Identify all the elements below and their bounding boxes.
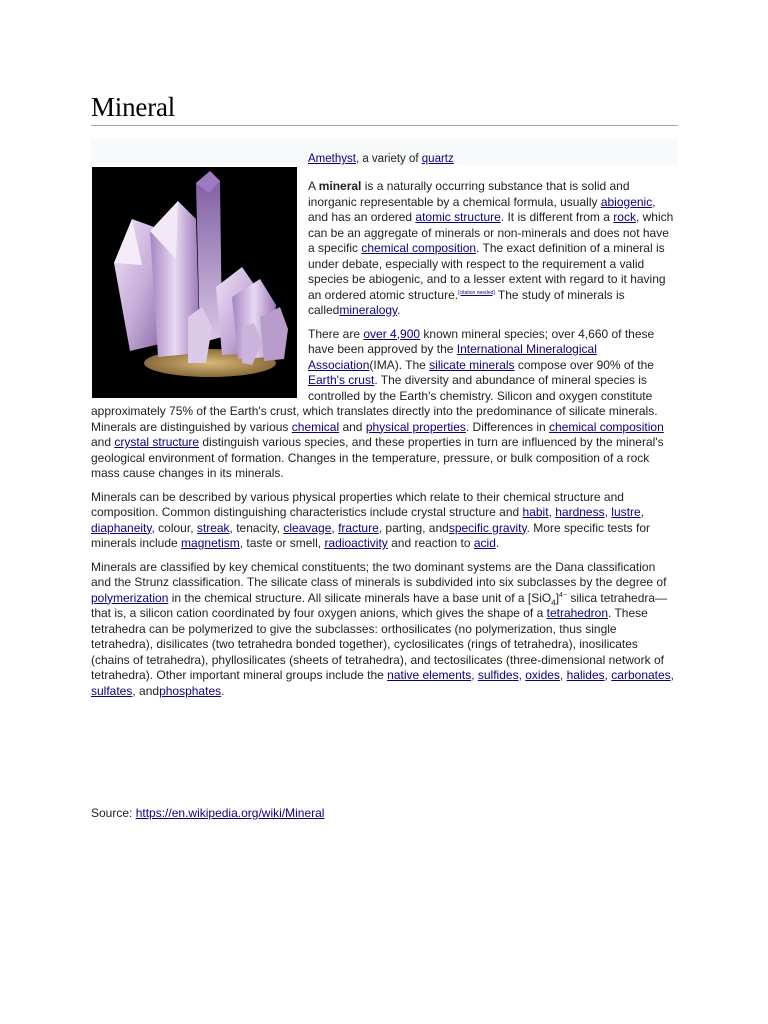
citation-needed-link[interactable]: [citation needed] (458, 289, 495, 296)
lustre-link[interactable]: lustre (611, 505, 641, 519)
polymerization-link[interactable]: polymerization (91, 590, 169, 605)
cleavage-link[interactable]: cleavage (283, 520, 332, 535)
fracture-link[interactable]: fracture (338, 520, 379, 535)
abiogenic-link[interactable]: abiogenic (600, 194, 653, 209)
source-label: Source: (91, 806, 136, 820)
amethyst-link[interactable]: Amethyst (308, 153, 356, 165)
hardness-link[interactable]: hardness (555, 505, 605, 519)
source-url-link[interactable]: https://en.wikipedia.org/wiki/Mineral (135, 806, 325, 820)
image-float-spacer (91, 179, 308, 404)
paragraph-classification: Minerals are classified by key chemical constituents; the two dominant systems are the Dana classification and the Strunz classification. The silicate class of minerals is subdivided into six subclasses by the degree of polymerization in the chemical structure. All silicate minerals have a base unit of a $[SiO_4]^{4-}$ silica tetrahedra—that is, a silicon cation coordinated by four oxygen anions, which gives the shape of a tetrahedron. These tetrahedra can be polymerized to give the subclasses: orthosilicates (no polymerization, thus single tetrahedra), disilicates (two tetrahedra bonded together), cyclosilicates (rings of tetrahedra), inosilicates (chains of tetrahedra), phyllosilicates (sheets of tetrahedra), and tectosilicates (three-dimensional network of tetrahedra). Other important mineral groups include the native elements, sulfides, oxides, halides, carbonates, sulfates, andphosphates. (91, 559, 675, 698)
image-caption: Amethyst, a variety of quartz (308, 153, 454, 165)
streak-link[interactable]: streak (196, 520, 230, 535)
specific-gravity-link[interactable]: specific gravity (448, 520, 527, 535)
physical-properties-link[interactable]: physical properties (365, 419, 466, 434)
silicate-minerals-link[interactable]: silicate minerals (429, 357, 515, 372)
mineralogy-link[interactable]: mineralogy (339, 303, 398, 317)
phosphates-link[interactable]: phosphates (159, 683, 222, 698)
earths-crust-link[interactable]: Earth's crust (308, 373, 375, 387)
over-4900-link[interactable]: over 4,900 (363, 326, 421, 341)
bold-term-mineral: mineral (318, 179, 362, 193)
sulfates-link[interactable]: sulfates (91, 683, 133, 698)
ima-link[interactable]: International Mineralogical Association (308, 342, 597, 372)
diaphaneity-link[interactable]: diaphaneity (91, 520, 152, 535)
oxides-link[interactable]: oxides (525, 668, 560, 682)
radioactivity-link[interactable]: radioactivity (324, 536, 388, 550)
source-line (91, 806, 324, 821)
page-title: Mineral (91, 92, 176, 122)
quartz-link[interactable]: quartz (421, 153, 454, 165)
paragraph-intro: A mineral is a naturally occurring substance that is solid and inorganic representable by a chemical formula, usually abiogenic, and has an ordered atomic structure. It is different from a rock, which can be an aggregate of minerals or non-minerals and does not have a specific chemical composition. The exact definition of a mineral is under debate, especially with respect to the requirement a valid species be abiogenic, and to a lesser extent with regard to it having an ordered atomic structure.[citation needed] The study of minerals is calledmineralogy. (308, 179, 674, 317)
crystal-structure-link[interactable]: crystal structure (114, 435, 200, 449)
halides-link[interactable]: halides (566, 668, 605, 682)
native-elements-link[interactable]: native elements (387, 668, 472, 682)
title-divider (91, 125, 678, 126)
paragraph-species: There are over 4,900 known mineral species; over 4,660 of these have been approved by the International Mineralogical Association(IMA). The silicate minerals compose over 90% of the Earth's crust. The diversity and abundance of mineral species is controlled by the Earth's chemistry. Silicon and oxygen constitute approximately 75% of the Earth's crust, which translates directly into the predominance of silicate minerals. Minerals are distinguished by various chemical and physical properties. Differences in chemical composition and crystal structure distinguish various species, and these properties in turn are influenced by the mineral's geological environment of formation. Changes in the temperature, pressure, or bulk composition of a rock mass cause changes in its minerals. (91, 326, 664, 480)
sulfides-link[interactable]: sulfides (477, 668, 519, 682)
magnetism-link[interactable]: magnetism (181, 536, 240, 550)
atomic-structure-link[interactable]: atomic structure (415, 210, 501, 224)
paragraph-properties: Minerals can be described by various physical properties which relate to their chemical structure and composition. Common distinguishing characteristics include crystal structure and habit, hardness, lustre, diaphaneity, colour, streak, tenacity, cleavage, fracture, parting, andspecific gravity. More specific tests for minerals include magnetism, taste or smell, radioactivity and reaction to acid. (91, 489, 651, 550)
acid-link[interactable]: acid (473, 536, 496, 550)
tetrahedron-link[interactable]: tetrahedron (546, 606, 608, 620)
article-body (91, 179, 678, 707)
chemical-composition-link-2[interactable]: chemical composition (549, 419, 664, 434)
habit-link[interactable]: habit (522, 505, 549, 519)
chemical-composition-link[interactable]: chemical composition (361, 241, 477, 255)
chemical-link[interactable]: chemical (291, 419, 340, 434)
carbonates-link[interactable]: carbonates (611, 668, 671, 682)
rock-link[interactable]: rock (613, 210, 636, 224)
